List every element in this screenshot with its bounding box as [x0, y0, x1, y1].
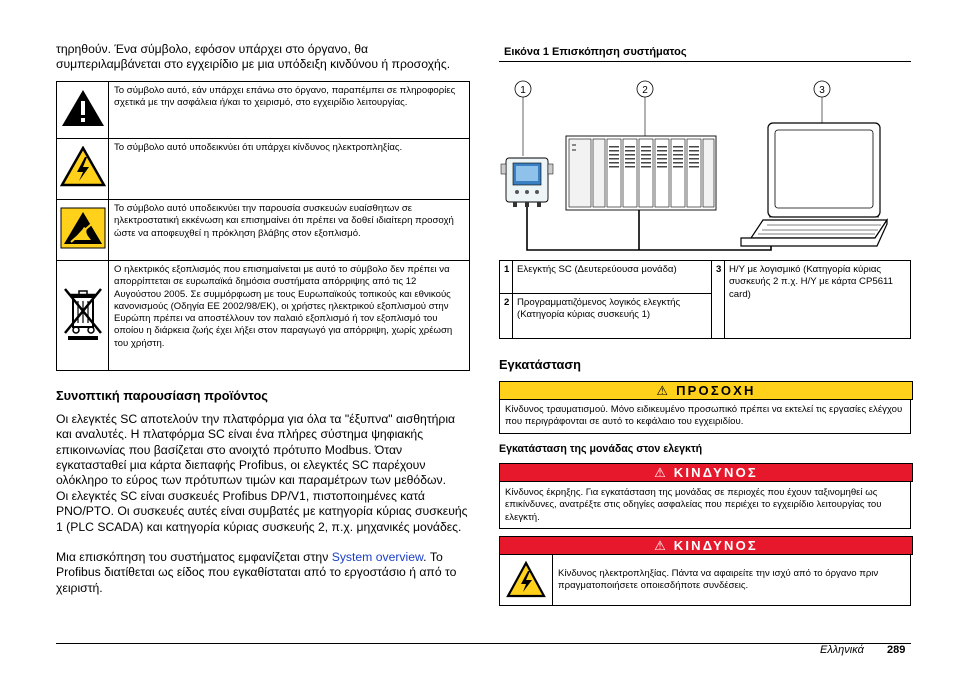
page-number: 289 — [887, 644, 906, 656]
danger-box-2 — [499, 555, 911, 606]
overview-paragraph-3 — [56, 550, 472, 596]
caution-label: ΠΡΟΣΟΧΗ — [676, 383, 756, 398]
danger-text-2: Κίνδυνος ηλεκτροπληξίας. Πάντα να αφαιρείτε την ισχύ από το όργανο πριν πραγματοποιήσετε οποιεσδήποτε συνδέσεις. — [558, 568, 879, 592]
plc-illustration — [566, 136, 716, 210]
symbol-row — [57, 261, 470, 371]
overview-heading: Συνοπτική παρουσίαση προϊόντος — [56, 388, 268, 403]
install-subheading: Εγκατάσταση της μονάδας στον ελεγκτή — [499, 443, 703, 455]
overview-paragraph-2: Οι ελεγκτές SC είναι συσκευές Profibus DP/V1, πιστοποιημένες κατά PNO/PTO. Οι συσκευές αυτές είναι συμβατές με κατηγορία κύριας συσκευής 1 (PLC SCADA) και κατηγορία κύριας συσκευής 2, π.χ. μηχανικές μονάδες. — [56, 489, 468, 534]
legend-number: 2 — [500, 294, 513, 339]
legend-number: 3 — [712, 261, 725, 339]
electrical-shock-icon — [60, 146, 106, 188]
profibus-cable — [527, 207, 771, 250]
danger-label: ΚΙΝΔΥΝΟΣ — [673, 465, 758, 480]
para3-text-after: . Το Profibus διατίθεται ως είδος που εγκαθίσταται από το εργοστάσιο ή από το χειριστή. — [56, 550, 457, 595]
symbol-description: Το σύμβολο αυτό, εάν υπάρχει επάνω στο όργανο, παραπέμπει σε πληροφορίες σχετικά με την ασφάλεια ή/και το χειρισμό, στο εγχειρίδιο λειτουργίας. — [109, 82, 470, 139]
intro-text: τηρηθούν. Ένα σύμβολο, εφόσον υπάρχει στο όργανο, θα συμπεριλαμβάνεται στο εγχειρίδιο με μια υπόδειξη κινδύνου ή προσοχής. — [56, 42, 451, 72]
danger-icon-cell — [500, 555, 553, 605]
electrical-shock-icon — [506, 561, 546, 599]
symbol-row — [57, 200, 470, 261]
system-overview-figure — [499, 70, 911, 260]
svg-text:2: 2 — [642, 85, 648, 96]
symbol-row — [57, 139, 470, 200]
legend-row — [500, 261, 911, 294]
para3-text-before: Μια επισκόπηση του συστήματος εμφανίζεται στην — [56, 550, 332, 564]
symbol-description: Ο ηλεκτρικός εξοπλισμός που επισημαίνεται με αυτό το σύμβολο δεν πρέπει να απορρίπτεται σε ευρωπαϊκά δημόσια συστήματα απόρριψης από τις 12 Αυγούστου 2005. Σε συμμόρφωση με τους Ευρωπαϊκούς τοπικούς και εθνικούς κανονισμούς (Οδηγία ΕΕ 2002/98/ΕΚ), οι χρήστες ηλεκτρικού εξοπλισμού στην Ευρώπη πρέπει να αποστέλλουν τον παλαιό εξοπλισμό ή τον εξοπλισμό του οποίου η διάρκεια ζωής έχει λήξει στον παραγωγό για απόρριψη, χωρίς χρέωση του χρήστη. — [109, 261, 470, 371]
svg-text:3: 3 — [819, 85, 825, 96]
danger-text-1: Κίνδυνος έκρηξης. Για εγκατάσταση της μονάδας σε περιοχές που έχουν ταξινομηθεί ως επικίνδυνες, ανατρέξτε στις οδηγίες ασφαλείας που περιέχει το εγχειρίδιο λειτουργίας του ελεγκτή. — [499, 482, 911, 529]
callout-2 — [637, 81, 653, 136]
figure-title: Εικόνα 1 Επισκόπηση συστήματος — [504, 46, 687, 58]
symbol-description: Το σύμβολο αυτό υποδεικνύει ότι υπάρχει κίνδυνος ηλεκτροπληξίας. — [109, 139, 470, 200]
safety-symbols-table — [56, 81, 470, 371]
footer-language: Ελληνικά — [820, 644, 864, 656]
caution-text: Κίνδυνος τραυματισμού. Μόνο ειδικευμένο προσωπικό πρέπει να εκτελεί τις εργασίες ελέγχου που περιγράφονται σε αυτό το κεφάλαιο του εγχειριδίου. — [499, 400, 911, 434]
weee-crossed-bin-icon — [60, 285, 106, 341]
legend-text: Η/Υ με λογισμικό (Κατηγορία κύριας συσκευής 2 π.χ. Η/Υ με κάρτα CP5611 card) — [725, 261, 911, 339]
warning-triangle-icon: ⚠ — [656, 383, 671, 398]
svg-text:1: 1 — [520, 85, 526, 96]
callout-1 — [515, 81, 531, 156]
symbol-description: Το σύμβολο αυτό υποδεικνύει την παρουσία συσκευών ευαίσθητων σε ηλεκτροστατική εκκένωση και επισημαίνει ότι πρέπει να δοθεί ιδιαίτερη προσοχή ώστε να αποφευχθεί η πρόκληση βλάβης στον εξοπλισμό. — [109, 200, 470, 261]
overview-paragraph-1: Οι ελεγκτές SC αποτελούν την πλατφόρμα για όλα τα "έξυπνα" αισθητήρια και αναλυτές. Η πλατφόρμα SC είναι ένα πλήρες σύστημα ψηφιακής επικοινωνίας που βασίζεται στο ανοιχτό πρότυπο Modbus. Όταν εγκατασταθεί μια κάρτα διεπαφής Profibus, οι ελεγκτές SC παρέχουν ολόκληρο το εύρος των πρότυπων τιμών και παραμέτρων των μεθόδων. — [56, 412, 456, 488]
danger-label: ΚΙΝΔΥΝΟΣ — [673, 538, 758, 553]
legend-text: Ελεγκτής SC (Δευτερεύουσα μονάδα) — [513, 261, 712, 294]
figure-divider — [499, 61, 911, 62]
system-overview-link[interactable]: System overview — [331, 550, 424, 564]
warning-triangle-icon: ⚠ — [654, 465, 668, 480]
danger-banner-1 — [499, 463, 913, 482]
legend-number: 1 — [500, 261, 513, 294]
legend-text: Προγραμματιζόμενος λογικός ελεγκτής (Κατηγορία κύριας συσκευής 1) — [513, 294, 712, 339]
pc-illustration — [741, 123, 887, 246]
figure-legend-table — [499, 260, 911, 339]
footer-rule — [56, 643, 911, 644]
install-heading: Εγκατάσταση — [499, 357, 581, 372]
warning-triangle-icon — [60, 88, 106, 128]
esd-sensitive-icon — [60, 207, 106, 249]
danger-banner-2 — [499, 536, 913, 555]
caution-banner — [499, 381, 913, 400]
warning-triangle-icon: ⚠ — [654, 538, 668, 553]
symbol-row — [57, 82, 470, 139]
sc-controller-illustration — [501, 158, 553, 207]
callout-3 — [814, 81, 830, 123]
